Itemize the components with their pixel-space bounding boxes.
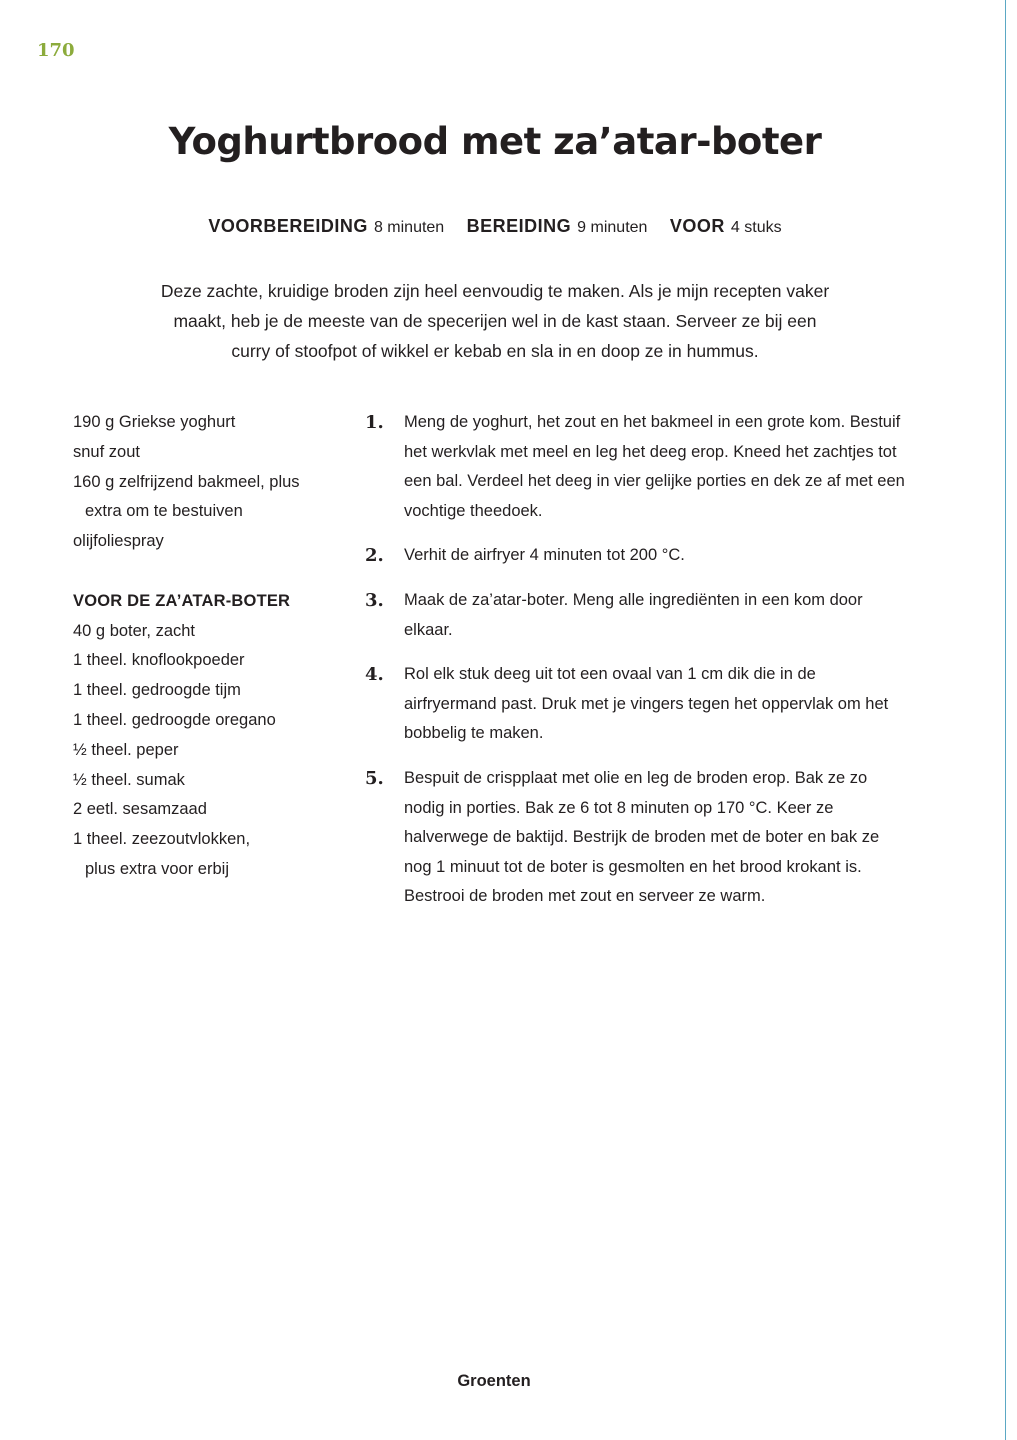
step-number: 2. bbox=[365, 545, 384, 567]
chapter-footer: Groenten bbox=[457, 1372, 531, 1390]
method-step bbox=[365, 541, 915, 571]
method-steps bbox=[365, 408, 915, 927]
step-number: 1. bbox=[365, 412, 384, 433]
intro-line: maakt, heb je de meeste van de specerijen wel in de kast staan. Serveer ze bij een bbox=[173, 311, 817, 331]
step-text: Maak de za’atar-boter. Meng alle ingrediënten in een kom door elkaar. bbox=[404, 590, 863, 639]
step-text: Meng de yoghurt, het zout en het bakmeel in een grote kom. Bestuif het werkvlak met meel en leg het deeg erop. Kneed het zachtjes tot een bal. Verdeel het deeg in vier gelijke porties en dek ze af met een vochtige theedoek. bbox=[404, 413, 905, 520]
ingredient-item: olijfoliespray bbox=[73, 532, 164, 551]
ingredient-item: 160 g zelfrijzend bakmeel, plus bbox=[73, 472, 300, 491]
ingredient-item: 1 theel. gedroogde tijm bbox=[73, 681, 241, 700]
step-text: Bespuit de crispplaat met olie en leg de broden erop. Bak ze zo nodig in porties. Bak ze 6 tot 8 minuten op 170 °C. Keer ze halverwege de baktijd. Bestrijk de broden met de boter en bak ze nog 1 minuut tot de boter is gesmolten en het brood krokant is. Bestrooi de broden met zout en serveer ze warm. bbox=[404, 768, 880, 906]
intro-line: curry of stoofpot of wikkel er kebab en sla in en doop ze in hummus. bbox=[231, 341, 759, 361]
meta-value-prep: 8 minuten bbox=[373, 219, 445, 236]
ingredient-item: 1 theel. knoflookpoeder bbox=[73, 651, 245, 670]
recipe-intro bbox=[110, 276, 880, 366]
step-text: Rol elk stuk deeg uit tot een ovaal van 1 cm dik die in de airfryermand past. Druk met je vingers tegen het oppervlak om het bobbelig te maken. bbox=[404, 665, 889, 743]
method-step bbox=[365, 764, 915, 912]
recipe-title: Yoghurtbrood met za’atar-boter bbox=[168, 120, 822, 163]
recipe-meta bbox=[0, 216, 990, 237]
ingredient-item: ½ theel. peper bbox=[73, 740, 179, 759]
method-step bbox=[365, 586, 915, 645]
meta-label-serves: VOOR bbox=[669, 216, 725, 236]
step-number: 4. bbox=[365, 664, 384, 686]
page-edge-strip bbox=[1003, 0, 1017, 1440]
ingredient-item: ½ theel. sumak bbox=[73, 770, 185, 789]
ingredient-item: 190 g Griekse yoghurt bbox=[73, 413, 236, 431]
ingredient-item: 1 theel. zeezoutvlokken, bbox=[73, 830, 251, 849]
ingredient-item-continued: plus extra voor erbij bbox=[85, 859, 229, 878]
meta-value-cook: 9 minuten bbox=[577, 219, 648, 236]
method-step bbox=[365, 408, 915, 526]
step-number: 5. bbox=[365, 767, 384, 789]
intro-line: Deze zachte, kruidige broden zijn heel eenvoudig te maken. Als je mijn recepten vaker bbox=[160, 281, 830, 301]
step-number: 3. bbox=[365, 589, 384, 611]
ingredient-item: snuf zout bbox=[73, 442, 140, 461]
ingredient-item: 40 g boter, zacht bbox=[73, 621, 196, 640]
meta-label-cook: BEREIDING bbox=[466, 216, 572, 236]
meta-label-prep: VOORBEREIDING bbox=[208, 216, 368, 236]
ingredient-section-title: VOOR DE ZA’ATAR-BOTER bbox=[73, 591, 291, 610]
page-number: 170 bbox=[37, 40, 75, 61]
step-text: Verhit de airfryer 4 minuten tot 200 °C. bbox=[404, 546, 685, 565]
ingredient-item-continued: extra om te bestuiven bbox=[85, 502, 243, 521]
ingredient-item: 1 theel. gedroogde oregano bbox=[73, 710, 276, 729]
meta-value-serves: 4 stuks bbox=[730, 219, 782, 236]
ingredients-list bbox=[73, 408, 343, 885]
ingredient-item: 2 eetl. sesamzaad bbox=[73, 800, 207, 819]
method-step bbox=[365, 660, 915, 749]
